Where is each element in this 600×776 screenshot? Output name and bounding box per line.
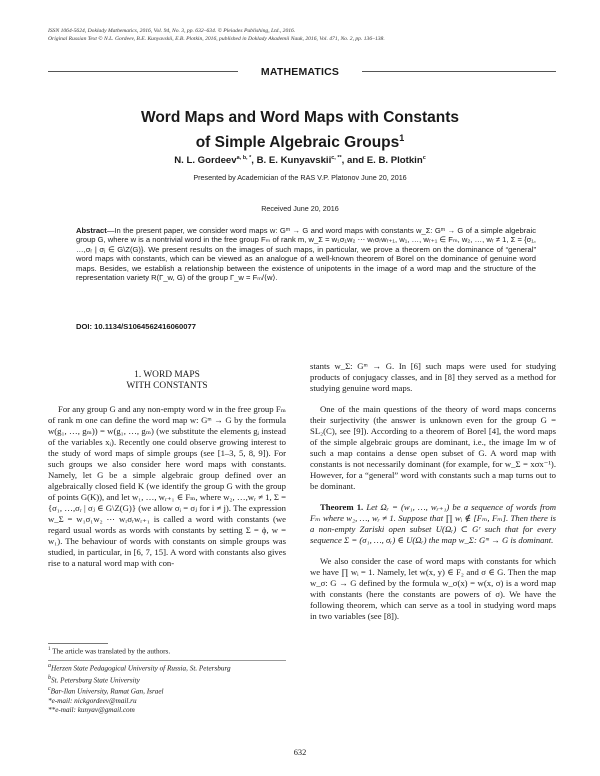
right-paragraph-3: We also consider the case of word maps with constants for which we have ∏ wᵢ = 1. Namely, let w(x, y) ∈ F₂ and σ ∈ G. Then the map w_σ: G → G defined by the formula w_σ(x) = w(x, σ) is a word map with constants (here the constants are powers of σ). We have the following theorem, which can serve as a tool in studying word maps in two variables (see [8]). bbox=[310, 556, 556, 621]
email-2-text: e-mail: kunyav@gmail.com bbox=[55, 706, 135, 715]
affiliation-c-text: Bar-Ilan University, Ramat Gan, Israel bbox=[50, 687, 164, 696]
received-date: Received June 20, 2016 bbox=[261, 204, 339, 213]
page-number: 632 bbox=[293, 748, 307, 757]
footnote-mark: 1 bbox=[48, 647, 51, 652]
paper-title bbox=[0, 108, 600, 153]
affiliation-a-text: Herzen State Pedagogical University of Russia, St. Petersburg bbox=[51, 664, 231, 673]
right-column bbox=[310, 361, 556, 622]
author-3: E. B. Plotkin bbox=[366, 155, 423, 167]
author-1: N. L. Gordeev bbox=[174, 155, 237, 167]
affiliation-a-mark: a bbox=[48, 663, 51, 669]
theorem-1-text: Let Ωᵣ = (w₁, …, wᵣ₊₁) be a sequence of words from Fₘ where w₂, …, wᵣ ≠ 1. Suppose that ∏ wᵢ ∉ [Fₘ, Fₘ]. Then there is a non-empty Zariski open subset U(Ωᵣ) ⊂ Gʳ such that for every sequence Σ = (σ₁, …, σᵣ) ∈ U(Ωᵣ) the map w_Σ: Gᵐ → G is dominant. bbox=[310, 502, 556, 545]
footnote-rule bbox=[48, 643, 108, 644]
title-line-1: Word Maps and Word Maps with Constants bbox=[140, 109, 460, 126]
right-paragraph-1: stants w_Σ: Gᵐ → G. In [6] such maps were used for studying products of conjugacy classes, and in [8] they served as a method for studying genuine word maps. bbox=[310, 361, 556, 393]
title-line-2 bbox=[0, 128, 600, 153]
abstract-label: Abstract bbox=[76, 226, 107, 235]
affiliation-b bbox=[48, 674, 288, 686]
affiliation-a bbox=[48, 662, 288, 674]
running-header bbox=[48, 27, 558, 43]
affiliation-b-mark: b bbox=[48, 674, 51, 681]
affiliation-rule bbox=[48, 660, 286, 661]
doi: DOI: 10.1134/S1064562416060077 bbox=[76, 322, 196, 331]
email-1 bbox=[48, 697, 288, 706]
title-line-2-text: of Simple Algebraic Groups bbox=[195, 134, 400, 152]
left-column bbox=[48, 404, 286, 569]
author-and: and bbox=[347, 155, 365, 167]
author-list: N. L. Gordeev$^{a, b, *}$, B. E. Kunyavskii$^{c, **}$, and E. B. Plotkin$^c$ bbox=[174, 155, 426, 167]
author-1-affil: a, b, * bbox=[236, 155, 252, 161]
email-1-text: e-mail: nickgordeev@mail.ru bbox=[51, 697, 137, 706]
affiliations bbox=[48, 662, 288, 716]
footnote bbox=[48, 645, 286, 656]
header-line-2: Original Russian Text © N.L. Gordeev, B.E. Kunyavskii, E.B. Plotkin, 2016, published in Doklady Akademii Nauk, 2016, Vol. 471, No. 2, pp. 136–138. bbox=[48, 36, 385, 42]
author-3-affil: c bbox=[422, 155, 426, 161]
presented-by: Presented by Academician of the RAS V.P. Platonov June 20, 2016 bbox=[193, 173, 407, 182]
affiliation-b-text: St. Petersburg State University bbox=[51, 676, 140, 685]
section-heading: MATHEMATICS bbox=[260, 66, 340, 78]
title-footnote-mark: 1 bbox=[399, 133, 405, 143]
section-1-line-1: 1. WORD MAPS bbox=[134, 370, 200, 380]
affiliation-c-mark: c bbox=[48, 686, 51, 693]
section-1-heading bbox=[48, 370, 286, 392]
affiliation-c bbox=[48, 685, 288, 697]
right-paragraph-2: One of the main questions of the theory of word maps concerns their surjectivity (the answer is unknown even for the group G = SL₂(C), see [9]). According to a theorem of Borel [4], the word maps of the simple algebraic groups are dominant, i.e., the image Im w of such a map contains a dense open subset of G. A word map with constants is not necessarily dominant (for example, for w_Σ = xσx⁻¹). However, for a “general” word with constants such a map turns out to be dominant. bbox=[310, 404, 556, 491]
author-2: B. E. Kunyavskii bbox=[256, 155, 332, 167]
footnote-text: The article was translated by the authors. bbox=[52, 647, 171, 656]
email-1-mark: * bbox=[48, 697, 52, 706]
abstract-text: —In the present paper, we consider word maps w: Gᵐ → G and word maps with constants w_Σ: Gᵐ → G of a simple algebraic group G, where w is a nontrivial word in the free group Fₘ of rank m, w_Σ = w₁σ₁w₂ ⋯ wᵣσᵣwᵣ₊₁, w₁, …, wᵣ₊₁ ∈ Fₘ, w₂, …, wᵣ ≠ 1, Σ = {σ₁, …,σᵣ | σⱼ ∈ G\Z(G)}. We present results on the images of such maps, in particular, we prove a theorem on the dominance of “general” word maps with constants, which can be viewed as an analogue of a well-known theorem of Borel on the dominance of genuine word maps. Besides, we establish a relationship between the existence of unipotents in the image of a word map and the structure of the representation variety R(Γ_w, G) of the group Γ_w = Fₘ/⟨w⟩. bbox=[76, 226, 536, 283]
header-line-1: ISSN 1064-5624, Doklady Mathematics, 2016, Vol. 94, No. 3, pp. 632–634. © Pleiades Publishing, Ltd., 2016. bbox=[48, 28, 296, 34]
author-2-affil: c, ** bbox=[331, 155, 342, 161]
abstract bbox=[76, 226, 536, 282]
left-paragraph: For any group G and any non-empty word w in the free group Fₘ of rank m one can define the word map w: Gᵐ → G by the formula w(g₁, …, gₘ)) = w(g₁, …, gₘ) (we substitute the elements gᵢ instead of the variables xᵢ). Recently one could observe growing interest to the study of word maps of simple groups (see [1–3, 5, 8, 9]). For such groups we also consider here word maps with constants. Namely, let G be a simple algebraic group defined over an algebraically closed field K (we identify the group G with the group of points G(K)), and let w₁, …, wᵣ₊₁ ∈ Fₘ, where w₂, …,wᵣ ≠ 1, Σ = {σ₁, …,σᵣ | σⱼ ∈ G\Z(G)} (we allow σᵢ = σⱼ for i ≠ j). The expression w_Σ = w₁σ₁w₂ ⋯ wᵣσᵣwᵣ₊₁ is called a word with constants (we regard usual words as words with constants by setting Σ = ϕ, w = w₁). The behaviour of words with constants on simple groups was studied, in particular, in [6, 7, 15]. A word with constants also gives rise to a natural word map with con- bbox=[48, 404, 286, 568]
section-1-line-2: WITH CONSTANTS bbox=[126, 381, 208, 391]
email-2-mark: ** bbox=[48, 706, 56, 715]
theorem-1 bbox=[310, 502, 556, 546]
theorem-1-label: Theorem 1. bbox=[320, 502, 364, 512]
email-2 bbox=[48, 706, 288, 715]
